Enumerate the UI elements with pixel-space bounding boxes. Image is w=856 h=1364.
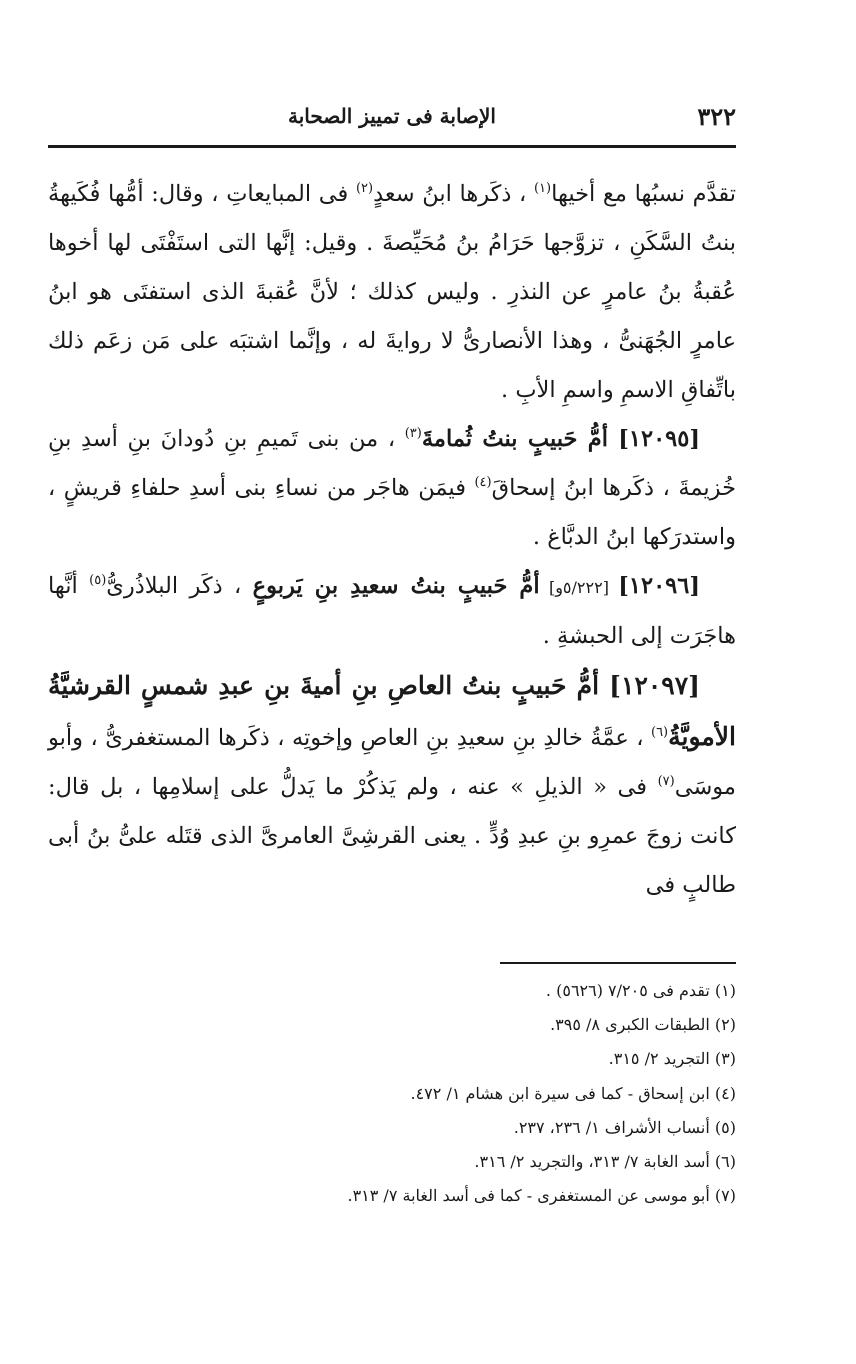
entry-12095: [48, 415, 736, 562]
text-run: ، ذكَر البلاذُرىُّ: [106, 573, 253, 599]
entry-number: [١٢٠٩٦]: [618, 573, 701, 599]
text-run: أنَّها هاجَرَت إلى الحبشةِ .: [48, 573, 736, 649]
text-run: فيمَن هاجَر من نساءِ بنى أسدِ حلفاءِ قريشٍ ، واستدرَكها ابنُ الدبَّاغ .: [48, 475, 736, 550]
entry-name: أمُّ حَبيبٍ بنتُ ثُمامةَ: [421, 426, 619, 452]
text-run: ، من بنى تَميمِ بنِ دُودانَ بنِ أسدِ بنِ خُزيمةَ ، ذكَرها ابنُ إسحاقَ: [48, 426, 736, 501]
footnote-6: (٦) أسد الغابة ٧/ ٣١٣، والتجريد ٢/ ٣١٦.: [474, 1152, 736, 1172]
footnote-rule: [500, 962, 736, 964]
paragraph-continuation: [48, 170, 736, 415]
footnote-1: (١) تقدم فى ٧/٢٠٥ (٥٦٢٦) .: [545, 981, 736, 1000]
footnote-marker: (٧): [657, 774, 675, 789]
main-text: [48, 170, 736, 910]
text-run: فى « الذيلِ » عنه ، ولم يَذكُرْ ما يَدلُّ على إسلامِها ، بل قال: كانت زوجَ عمرِو بنِ عبدِ وُدٍّ . يعنى القرشِىَّ العامرىَّ الذى قتَله علىُّ بنُ أبى طالبٍ فى: [48, 774, 736, 898]
footnote-5: (٥) أنساب الأشراف ١/ ٢٣٦، ٢٣٧.: [513, 1117, 736, 1137]
footnote-marker: (١): [533, 181, 552, 196]
text-run: ، ذكَرها ابنُ سعدٍ: [373, 181, 534, 207]
footnote-7: (٧) أبو موسى عن المستغفرى - كما فى أسد الغابة ٧/ ٣١٣.: [347, 1186, 736, 1206]
text-run: فى المبايعاتِ ، وقال: أمُّها فُكَيهةُ بنتُ السَّكَنِ ، تزوَّجها حَرَامُ بنُ مُحَيِّصةَ . وقيل: إنَّها التى استَفْتَى لها أخوها عُقبةُ بنُ عامرٍ عن النذرِ . وليس كذلك ؛ لأنَّ عُقبةَ الذى استفتَى هو ابنُ عامرٍ الجُهَنىُّ ، وهذا الأنصارىُّ لا روايةَ له ، وإنَّما اشتبَه على مَن زعَم ذلك باتِّفاقِ الاسمِ واسمِ الأبِ .: [48, 181, 736, 403]
entry-12097: [48, 661, 736, 910]
footnote-3: (٣) التجريد ٢/ ٣١٥.: [608, 1049, 736, 1069]
text-run: تقدَّم نسبُها مع أخيها: [551, 181, 736, 207]
footnote-2: (٢) الطبقات الكبرى ٨/ ٣٩٥.: [550, 1015, 736, 1035]
footnote-marker: (٣): [404, 426, 422, 441]
footnote-marker: (٤): [474, 475, 492, 490]
page-number: ٣٢٢: [697, 102, 736, 131]
entry-12096: [48, 562, 736, 661]
entry-name: أمُّ حَبيبٍ بنتُ العاصِ بنِ أميةَ بنِ عبدِ شمسٍ القرشيَّةُ الأمويَّةُ: [48, 671, 736, 751]
entry-number: [١٢٠٩٧]: [609, 671, 700, 700]
running-title: الإصابة فى تمييز الصحابة: [288, 104, 496, 128]
entry-number: [١٢٠٩٥]: [618, 426, 700, 452]
footnote-marker: (٦): [650, 725, 669, 740]
footnotes-list: [48, 974, 736, 1213]
footnote-4: (٤) ابن إسحاق - كما فى سيرة ابن هشام ١/ ٤٧٢.: [410, 1083, 736, 1103]
page-header: [48, 100, 736, 140]
entry-name: أمُّ حَبيبٍ بنتُ سعيدِ بنِ يَربوعٍ: [252, 573, 540, 599]
header-rule: [48, 145, 736, 148]
footnote-marker: (٥): [89, 573, 107, 588]
footnote-marker: (٢): [355, 181, 374, 196]
page-reference: [٥/٢٢٢و]: [539, 578, 619, 597]
text-run: ، عمَّةُ خالدِ بنِ سعيدِ بنِ العاصِ وإخوتِه ، ذكَرها المستغفرىُّ ، وأبو موسَى: [48, 725, 736, 800]
